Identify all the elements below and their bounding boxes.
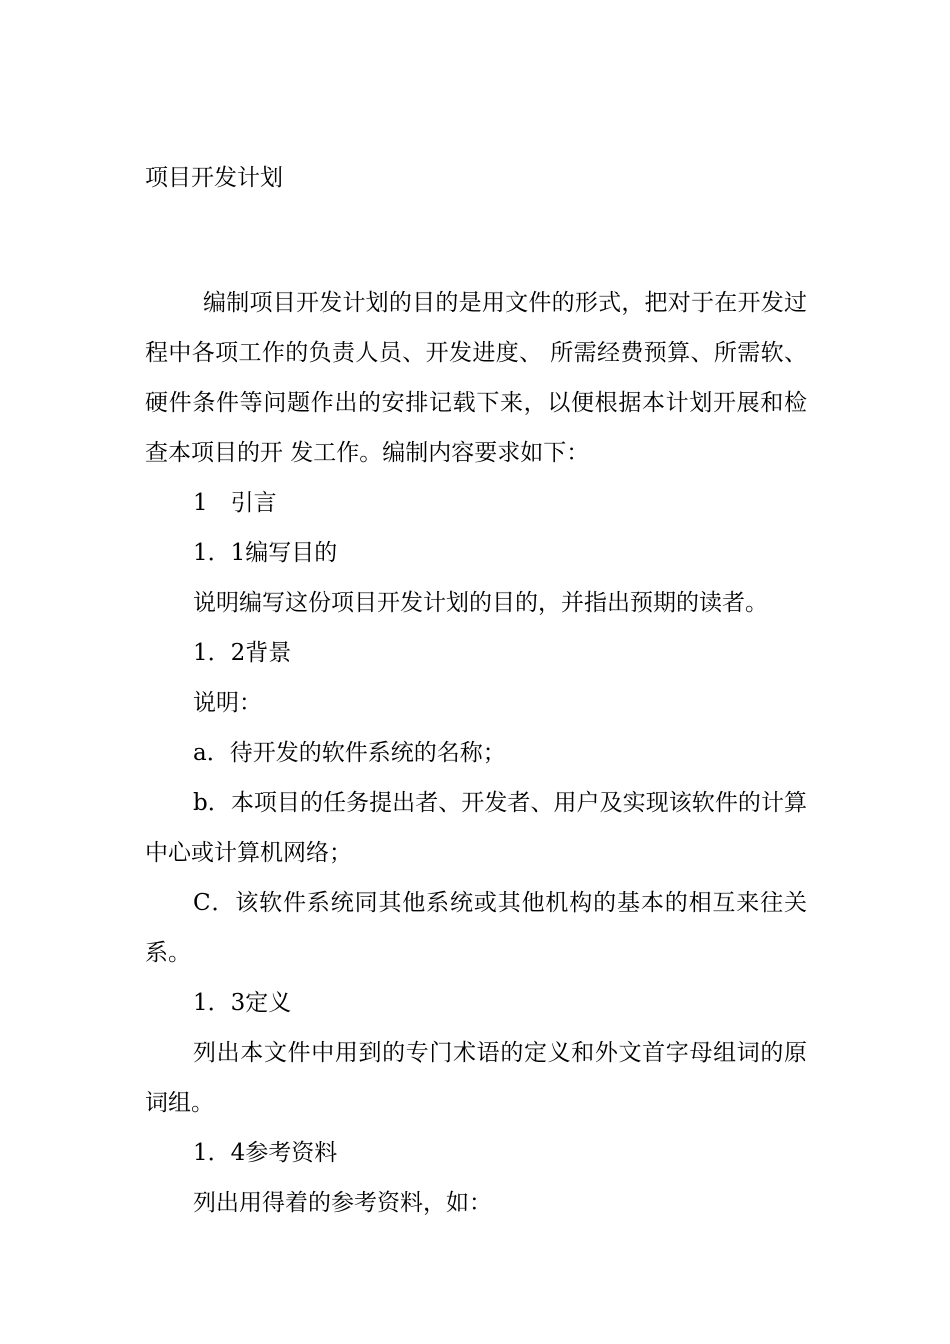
heading-references: 1．4参考资料	[193, 1140, 338, 1166]
paragraph-writing-purpose: 说明编写这份项目开发计划的目的，并指出预期的读者。	[193, 590, 768, 616]
heading-definitions: 1．3定义	[193, 990, 292, 1016]
list-item-c: C．该软件系统同其他系统或其他机构的基本的相互来往关系。	[145, 890, 807, 966]
list-item-a: a．待开发的软件系统的名称；	[193, 740, 506, 766]
heading-introduction: 1 引言	[193, 490, 277, 516]
heading-writing-purpose: 1．1编写目的	[193, 540, 338, 566]
document-title: 项目开发计划	[145, 165, 283, 191]
document-body	[145, 278, 807, 1228]
paragraph-references: 列出用得着的参考资料，如：	[193, 1190, 492, 1216]
paragraph-purpose: 编制项目开发计划的目的是用文件的形式，把对于在开发过程中各项工作的负责人员、开发进度、 所需经费预算、所需软、硬件条件等问题作出的安排记载下来，以便根据本计划开展和检查本项目的开 发工作。编制内容要求如下：	[145, 290, 807, 466]
paragraph-definitions: 列出本文件中用到的专门术语的定义和外文首字母组词的原词组。	[145, 1040, 807, 1116]
paragraph-explanation-label: 说明：	[193, 690, 262, 716]
heading-background: 1．2背景	[193, 640, 292, 666]
list-item-b: b．本项目的任务提出者、开发者、用户及实现该软件的计算中心或计算机网络；	[145, 790, 807, 866]
